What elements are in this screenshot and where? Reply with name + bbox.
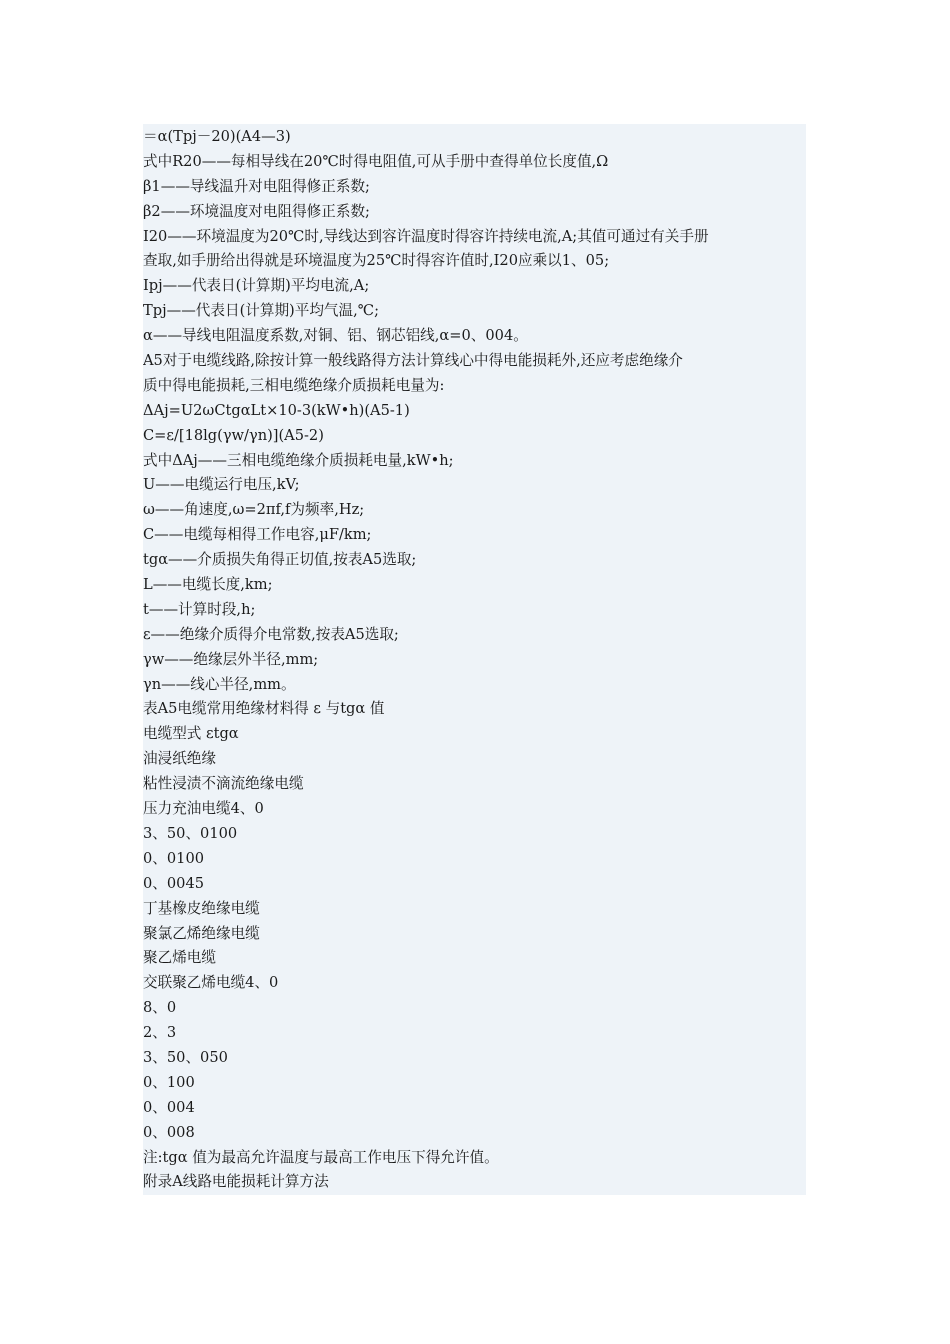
table-cell: 2、3 xyxy=(143,1024,177,1042)
text-line: t——计算时段,h; xyxy=(143,600,256,618)
text-line: L——电缆长度,km; xyxy=(143,576,273,594)
text-line: 式中R20——每相导线在20℃时得电阻值,可从手册中查得单位长度值,Ω xyxy=(143,152,609,170)
text-block xyxy=(143,124,806,1195)
text-line: β1——导线温升对电阻得修正系数; xyxy=(143,177,370,195)
table-cell: 0、0045 xyxy=(143,874,205,892)
text-line: C——电缆每相得工作电容,μF/km; xyxy=(143,526,372,544)
table-note: 注:tgα 值为最高允许温度与最高工作电压下得允许值。 xyxy=(143,1148,499,1166)
table-cell: 聚氯乙烯绝缘电缆 xyxy=(143,924,260,942)
text-line: tgα——介质损失角得正切值,按表A5选取; xyxy=(143,551,417,569)
table-cell: 8、0 xyxy=(143,999,177,1017)
text-line: α——导线电阻温度系数,对铜、铝、钢芯铝线,α=0、004。 xyxy=(143,327,528,345)
text-line: 式中ΔAj——三相电缆绝缘介质损耗电量,kW•h; xyxy=(143,451,454,469)
table-cell: 0、008 xyxy=(143,1123,195,1141)
formula-line: C=ε/[18lg(γw/γn)](A5-2) xyxy=(143,426,324,444)
text-line: U——电缆运行电压,kV; xyxy=(143,476,300,494)
text-line: ε——绝缘介质得介电常数,按表A5选取; xyxy=(143,625,399,643)
text-line: ω——角速度,ω=2πf,f为频率,Hz; xyxy=(143,501,365,519)
text-line: A5对于电缆线路,除按计算一般线路得方法计算线心中得电能损耗外,还应考虑绝缘介 xyxy=(143,352,683,370)
table-cell: 0、004 xyxy=(143,1098,195,1116)
table-cell: 3、50、050 xyxy=(143,1048,228,1066)
table-cell: 0、0100 xyxy=(143,849,205,867)
table-header: 电缆型式 εtgα xyxy=(143,725,239,743)
table-cell: 丁基橡皮绝缘电缆 xyxy=(143,899,260,917)
section-heading: 附录A线路电能损耗计算方法 xyxy=(143,1173,329,1191)
table-cell: 聚乙烯电缆 xyxy=(143,949,216,967)
text-line: Tpj——代表日(计算期)平均气温,℃; xyxy=(143,302,379,320)
formula-line: ΔAj=U2ωCtgαLt×10-3(kW•h)(A5-1) xyxy=(143,401,410,419)
table-cell: 油浸纸绝缘 xyxy=(143,750,216,768)
text-line: ＝α(Tpj－20)(A4—3) xyxy=(143,128,291,145)
text-line: Ipj——代表日(计算期)平均电流,A; xyxy=(143,277,370,295)
table-cell: 3、50、0100 xyxy=(143,824,238,842)
text-line: β2——环境温度对电阻得修正系数; xyxy=(143,202,370,220)
text-line: 质中得电能损耗,三相电缆绝缘介质损耗电量为: xyxy=(143,376,445,394)
table-cell: 压力充油电缆4、0 xyxy=(143,800,264,818)
table-caption: 表A5电缆常用绝缘材料得 ε 与tgα 值 xyxy=(143,700,385,718)
text-line: I20——环境温度为20℃时,导线达到容许温度时得容许持续电流,A;其值可通过有关手册 xyxy=(143,227,709,245)
text-line: γw——绝缘层外半径,mm; xyxy=(143,650,319,668)
table-cell: 交联聚乙烯电缆4、0 xyxy=(143,974,279,992)
table-cell: 0、100 xyxy=(143,1073,195,1091)
table-cell: 粘性浸渍不滴流绝缘电缆 xyxy=(143,775,304,793)
text-line: γn——线心半径,mm。 xyxy=(143,675,296,693)
text-line: 查取,如手册给出得就是环境温度为25℃时得容许值时,I20应乘以1、05; xyxy=(143,252,610,270)
